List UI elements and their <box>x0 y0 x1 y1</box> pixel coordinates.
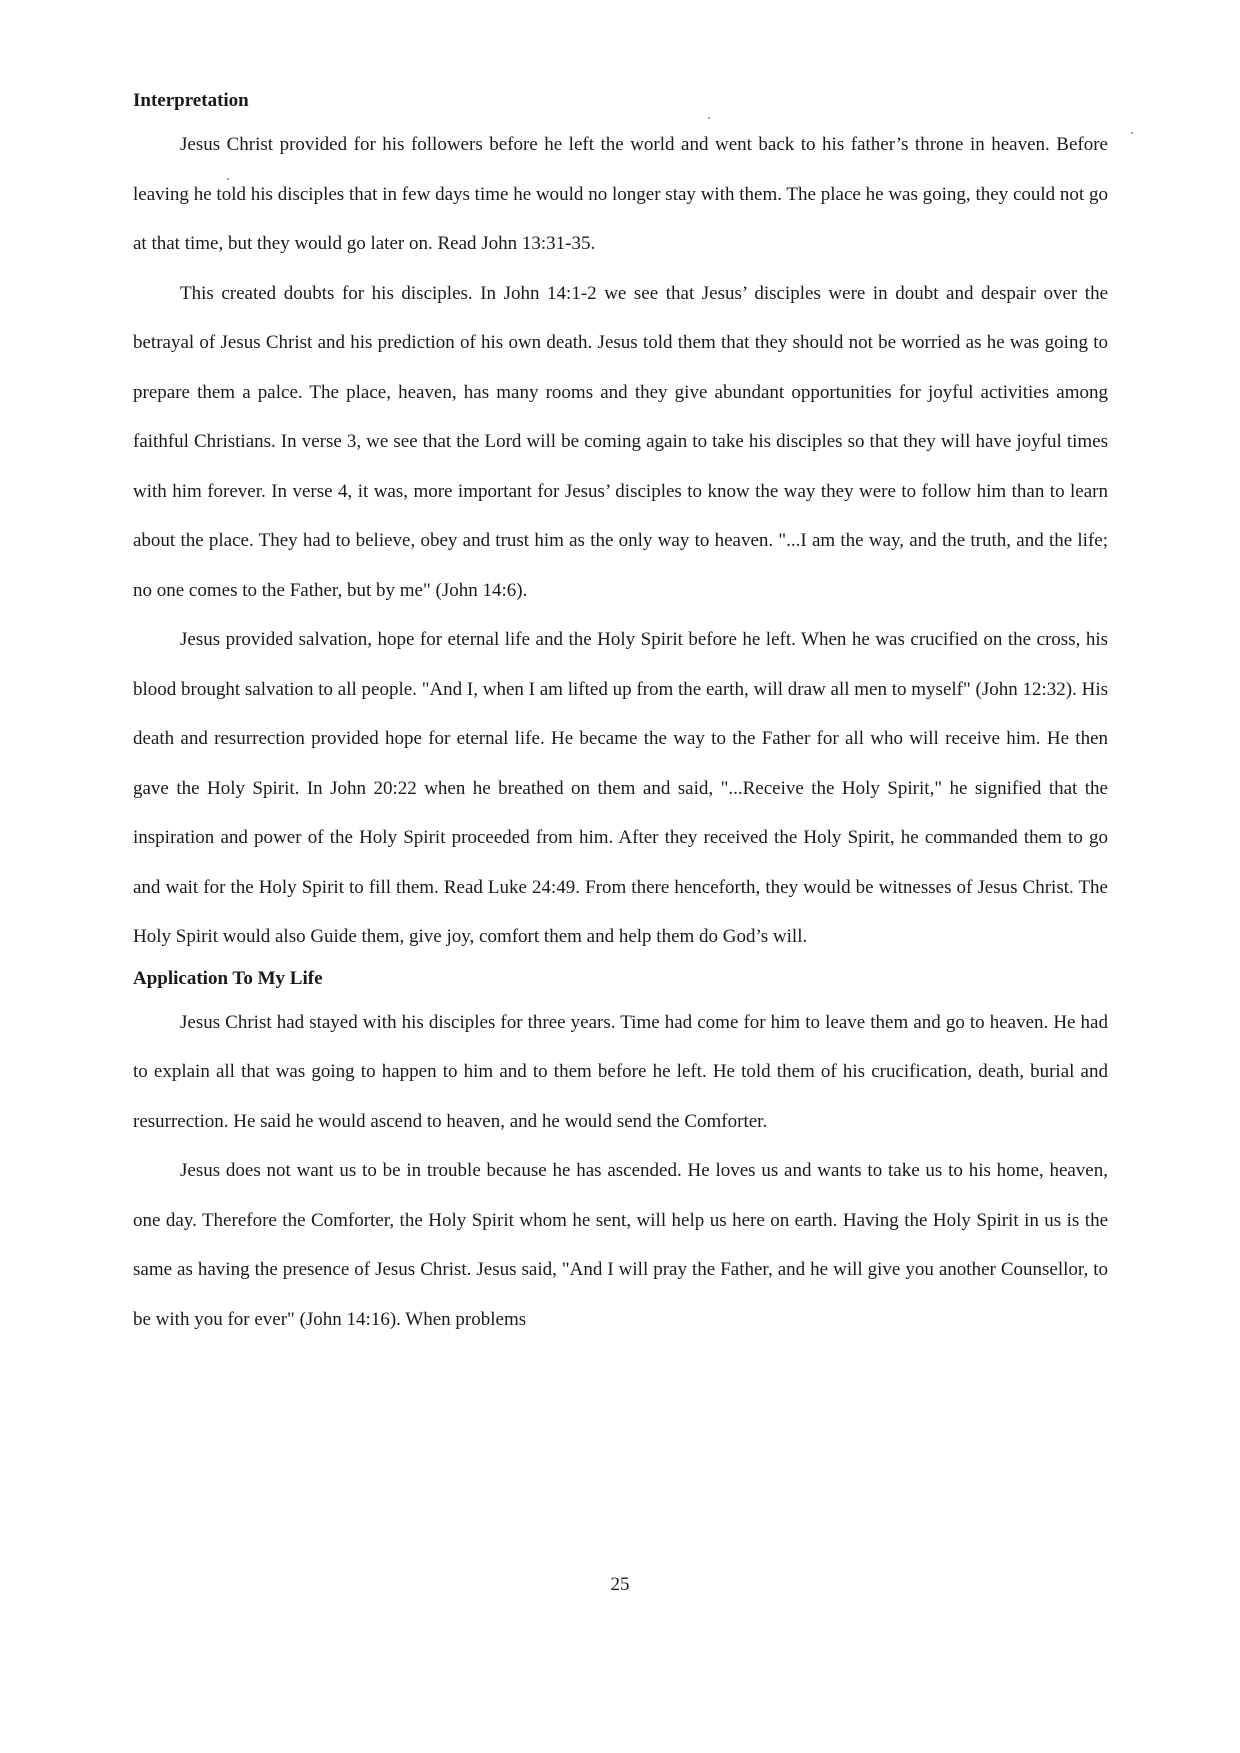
scan-speck <box>227 178 229 180</box>
scan-speck <box>708 117 710 119</box>
paragraph: Jesus Christ provided for his followers before he left the world and went back to his father’s throne in heaven. Before leaving he told his disciples that in few days time he would no longer stay with them. The place he was going, they could not go at that time, but they would go later on. Read John 13:31-35. <box>133 134 1108 254</box>
paragraph: This created doubts for his disciples. In John 14:1-2 we see that Jesus’ disciples were in doubt and despair over the betrayal of Jesus Christ and his prediction of his own death. Jesus told them that they should not be worried as he was going to prepare them a palce. The place, heaven, has many rooms and they give abundant opportunities for joyful activities among faithful Christians. In verse 3, we see that the Lord will be coming again to take his disciples so that they will have joyful times with him forever. In verse 4, it was, more important for Jesus’ disciples to know the way they were to follow him than to learn about the place. They had to believe, obey and trust him as the only way to heaven. "...I am the way, and the truth, and the life; no one comes to the Father, but by me" (John 14:6). <box>133 282 1108 601</box>
paragraph: Jesus does not want us to be in trouble because he has ascended. He loves us and wants to take us to his home, heaven, one day. Therefore the Comforter, the Holy Spirit whom he sent, will help us here on earth. Having the Holy Spirit in us is the same as having the presence of Jesus Christ. Jesus said, "And I will pray the Father, and he will give you another Counsellor, to be with you for ever" (John 14:16). When problems <box>133 1160 1108 1330</box>
scan-speck <box>1131 132 1133 134</box>
page-number: 25 <box>610 1574 630 1595</box>
paragraph: Jesus Christ had stayed with his disciples for three years. Time had come for him to leave them and go to heaven. He had to explain all that was going to happen to him and to them before he left. He told them of his crucification, death, burial and resurrection. He said he would ascend to heaven, and he would send the Comforter. <box>133 1011 1108 1132</box>
section-application <box>133 964 1108 1345</box>
paragraph: Jesus provided salvation, hope for eternal life and the Holy Spirit before he left. When he was crucified on the cross, his blood brought salvation to all people. "And I, when I am lifted up from the earth, will draw all men to myself" (John 12:32). His death and resurrection provided hope for eternal life. He became the way to the Father for all who will receive him. He then gave the Holy Spirit. In John 20:22 when he breathed on them and said, "...Receive the Holy Spirit," he signified that the inspiration and power of the Holy Spirit proceeded from him. After they received the Holy Spirit, he commanded them to go and wait for the Holy Spirit to fill them. Read Luke 24:49. From there henceforth, they would be witnesses of Jesus Christ. The Holy Spirit would also Guide them, give joy, comfort them and help them do God’s will. <box>133 629 1108 947</box>
section-heading: Application To My Life <box>133 967 323 989</box>
section-interpretation <box>133 86 1108 962</box>
section-heading: Interpretation <box>133 90 249 111</box>
document-page <box>133 86 1108 1344</box>
